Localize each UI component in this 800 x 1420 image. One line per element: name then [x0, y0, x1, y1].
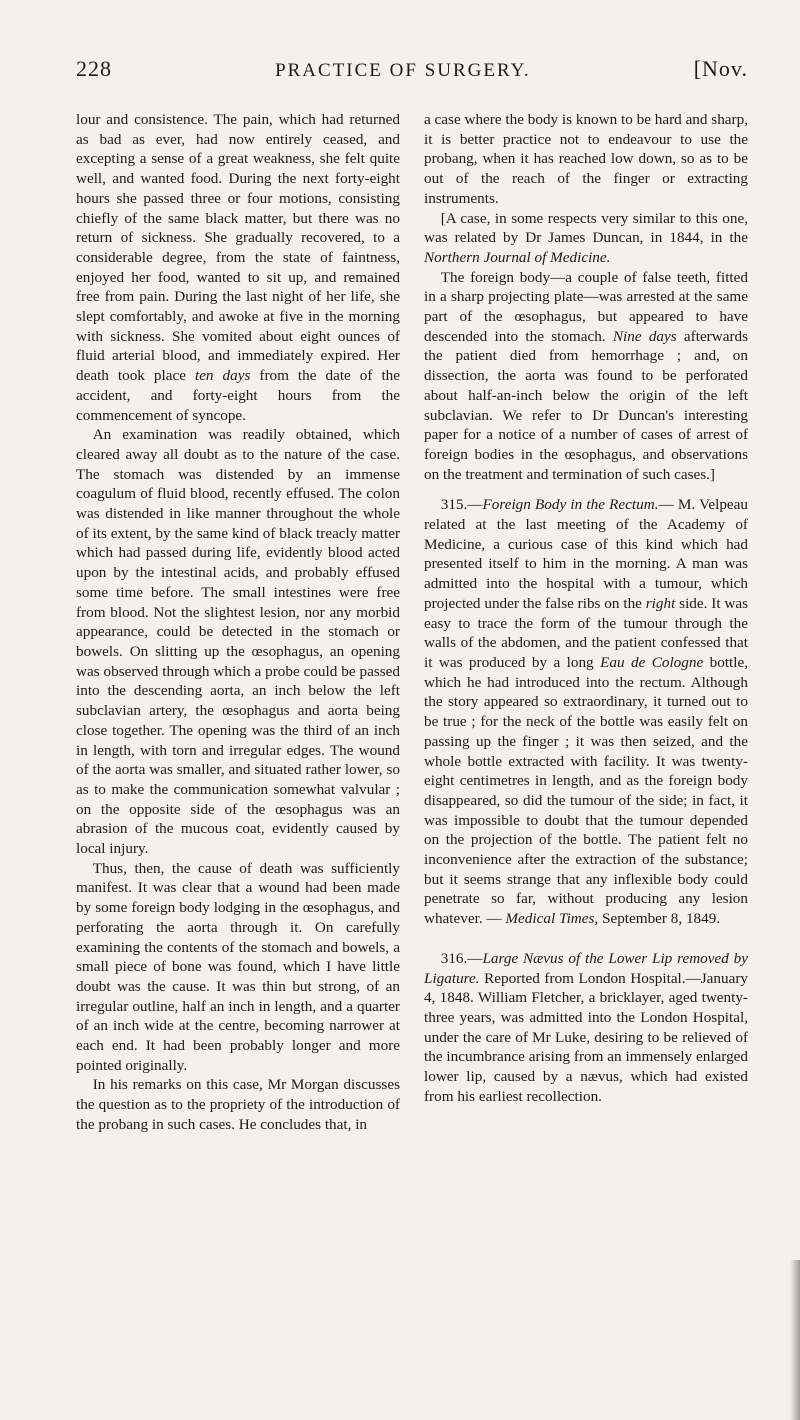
text-run: The foreign body—a couple of false teeth, fitted in a sharp projecting plate—was arrested at the same part of the œsophagus, but appeared to have descended into the stomach. — [424, 268, 748, 345]
emphasis: Nine days — [612, 327, 677, 345]
paragraph: a case where the body is known to be hard and sharp, it is better practice not to endeavour to use the probang, when it has reached low down, so as to be out of the reach of the finger or extracting instruments. — [424, 111, 748, 207]
header-month: [Nov. — [693, 56, 748, 81]
text-run: Reported from London Hospital.—January 4, 1848. William Fletcher, a bricklayer, aged twenty-three years, was admitted into the London Hospital, under the care of Mr Luke, desiring to be relieved of the incumbrance arising from an immensely enlarged lower lip, caused by a nævus, which had existed from his earliest recollection. — [424, 969, 748, 1105]
page-number: 228 — [76, 56, 112, 81]
journal-title: Northern Journal of Medicine. — [424, 248, 611, 266]
paragraph — [424, 209, 748, 268]
paragraph — [424, 268, 748, 485]
right-column — [424, 110, 748, 1106]
running-title: PRACTICE OF SURGERY. — [275, 60, 531, 81]
section-title: Large Nævus of the Lower Lip removed by Ligature. — [424, 949, 748, 987]
paragraph — [76, 110, 400, 425]
text-run: — M. Velpeau related at the last meeting of the Academy of Medicine, a curious case of this kind which had presented itself to him in the morning. A man was admitted into the hospital with a tumour, which projected under the false ribs on the — [424, 496, 748, 612]
text-run: from the date of the accident, and forty-eight hours from the commencement of syncope. — [76, 367, 401, 424]
section-number: 315.— — [440, 496, 483, 514]
emphasis: right — [645, 594, 676, 612]
source-citation: Medical Times, — [505, 910, 599, 928]
page-edge-shadow — [790, 1260, 800, 1420]
left-column — [76, 110, 400, 1135]
page-header — [76, 56, 748, 90]
emphasis: Eau de Cologne — [600, 653, 704, 671]
text-run: [A case, in some respects very similar to this one, was related by Dr James Duncan, in 1844, in the — [424, 209, 748, 247]
paragraph: An examination was readily obtained, which cleared away all doubt as to the nature of the case. The stomach was distended by an immense coagulum of fluid blood, recently effused. The colon was distended in like manner throughout the whole of its extent, by the same kind of black treacly matter which had passed during life, evidently blood acted upon by the intestinal acids, and probably effused some time before. The small intestines were free from blood. Not the slightest lesion, nor any morbid appearance, could be detected in the stomach or bowels. On slitting up the œsophagus, an opening was observed through which a probe could be passed into the descending aorta, an inch below the left subclavian artery, the œsophagus and aorta being close together. The opening was the third of an inch in length, with torn and irregular edges. The wound of the aorta was smaller, and situated rather lower, so as to make the communication somewhat valvular ; on the opposite side of the œsophagus was an abrasion of the mucous coat, evidently caused by local injury. — [76, 426, 400, 858]
text-run: side. It was easy to trace the form of the tumour through the walls of the abdomen, and the patient confessed that it was produced by a long — [424, 594, 749, 671]
section-315 — [424, 495, 748, 928]
text-run: afterwards the patient died from hemorrhage ; and, on dissection, the aorta was found to be perforated about half-an-inch below the origin of the left subclavian. We refer to Dr Duncan's interesting paper for a notice of a number of cases of arrest of foreign bodies in the œsophagus, and observations on the treatment and termination of such cases.] — [424, 327, 749, 483]
emphasis: ten days — [194, 367, 251, 385]
section-number: 316.— — [440, 949, 483, 967]
text-run: bottle, which he had introduced into the rectum. Although the story appeared so extraordinary, it turned out to be true ; for the neck of the bottle was easily felt on passing up the finger ; it was then seized, and the whole bottle extracted with facility. It was twenty-eight centimetres in length, and as the foreign body disappeared, so did the tumour of the side; in fact, it was impossible to doubt that the tumour depended on the projection of the bottle. The patient felt no inconvenience after the extraction of the substance; but it seems strange that any inflexible body could penetrate so far, without producing any lesion whatever. — — [424, 653, 749, 928]
section-316 — [424, 949, 748, 1107]
citation-date: September 8, 1849. — [602, 910, 721, 928]
paragraph: In his remarks on this case, Mr Morgan discusses the question as to the propriety of the introduction of the probang in such cases. He concludes that, in — [76, 1076, 400, 1133]
paragraph: Thus, then, the cause of death was sufficiently manifest. It was clear that a wound had been made by some foreign body lodging in the œsophagus, and perforating the aorta through it. On carefully examining the contents of the stomach and bowels, a small piece of bone was found, which I have little doubt was the cause. It was thin but strong, of an irregular outline, half an inch in length, and a quarter of an inch wide at the centre, becoming narrower at each end. It had been probably longer and more pointed originally. — [76, 859, 400, 1074]
section-title: Foreign Body in the Rectum. — [482, 496, 659, 514]
text-run: lour and consistence. The pain, which had returned as bad as ever, had now entirely ceased, and excepting a sense of a great weakness, she felt quite well, and wanted food. During the next forty-eight hours she passed three or four motions, consisting chiefly of the same black matter, but there was no return of sickness. She gradually recovered, to a considerable degree, from the state of faintness, enjoyed her food, wanted to sit up, and remained free from pain. During the last night of her life, she slept comfortably, and awoke at five in the morning with sickness. She vomited about eight ounces of fluid arterial blood, and immediately expired. Her death took place — [76, 111, 400, 385]
